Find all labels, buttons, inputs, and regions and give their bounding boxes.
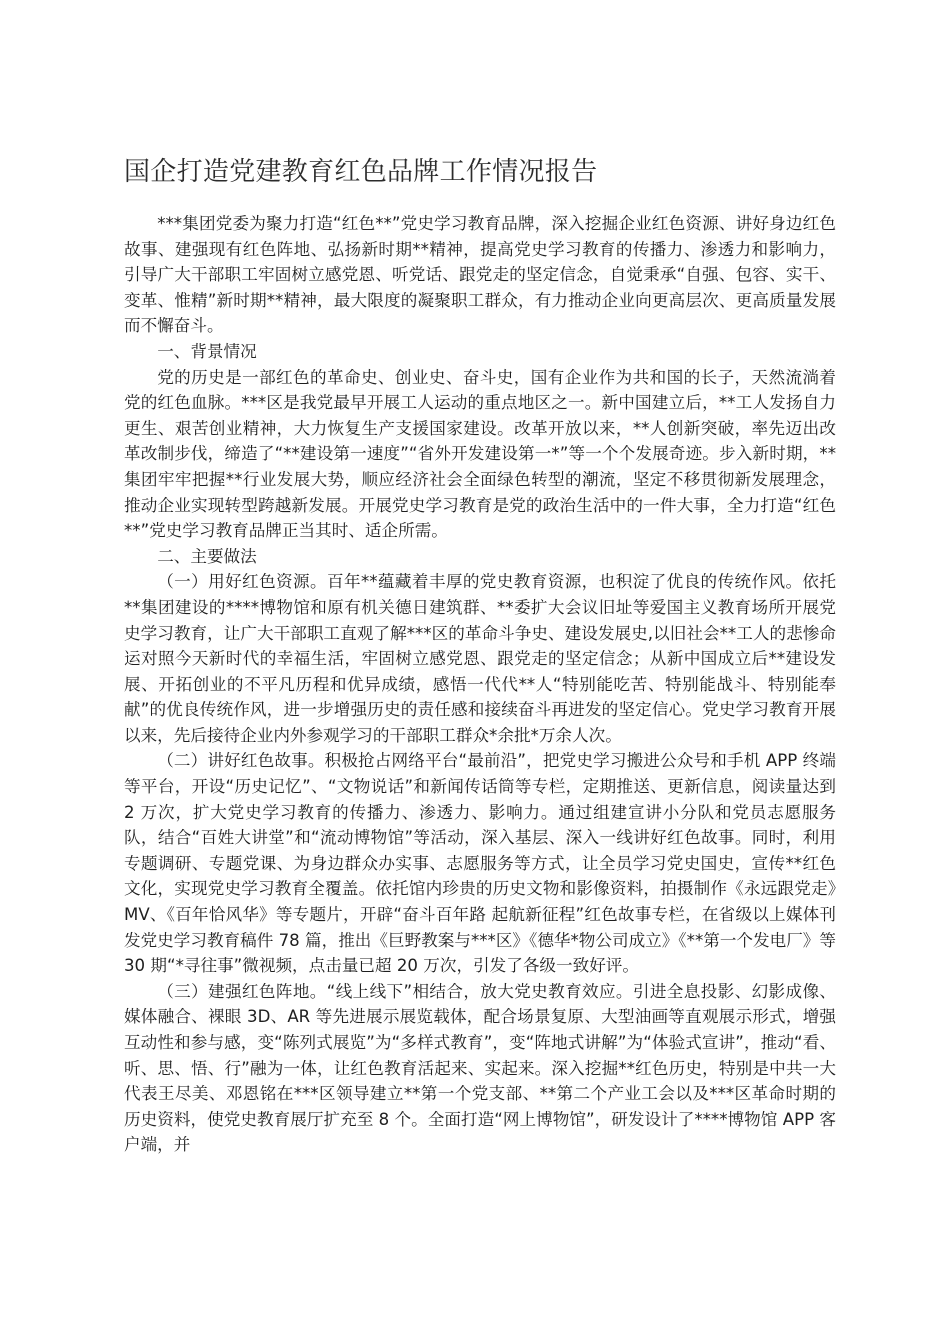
background-paragraph: 党的历史是一部红色的革命史、创业史、奋斗史，国有企业作为共和国的长子，天然流淌着党的红色血脉。***区是我党最早开展工人运动的重点地区之一。新中国建立后，**工人发扬自力更生、艰苦创业精神，大力恢复生产支援国家建设。改革开放以来，**人创新突破，率先迈出改革改制步伐，缔造了“**建设第一速度”“省外开发建设第一*”等一个个发展奇迹。步入新时期，**集团牢牢把握**行业发展大势，顺应经济社会全面绿色转型的潮流，坚定不移贯彻新发展理念，推动企业实现转型跨越新发展。开展党史学习教育是党的政治生活中的一件大事，全力打造“红色**”党史学习教育品牌正当其时、适企所需。 xyxy=(124,367,836,541)
document-title: 国企打造党建教育红色品牌工作情况报告 xyxy=(124,157,598,187)
section-heading-main-practices: 二、主要做法 xyxy=(157,546,257,566)
practice-paragraph-red-resources: （一）用好红色资源。百年**蕴藏着丰厚的党史教育资源，也积淀了优良的传统作风。依托**集团建设的****博物馆和原有机关德日建筑群、**委扩大会议旧址等爱国主义教育场所开展党史学习教育，让广大干部职工直观了解***区的革命斗争史、建设发展史,以旧社会**工人的悲惨命运对照今天新时代的幸福生活，牢固树立感党恩、跟党走的坚定信念；从新中国成立后**建设发展、开拓创业的不平凡历程和优异成绩，感悟一代代**人“特别能吃苦、特别能战斗、特别能奉献”的优良传统作风，进一步增强历史的责任感和接续奋斗再进发的坚定信心。党史学习教育开展以来，先后接待企业内外参观学习的干部职工群众*余批*万余人次。 xyxy=(124,572,836,745)
intro-paragraph: ***集团党委为聚力打造“红色**”党史学习教育品牌，深入挖掘企业红色资源、讲好身边红色故事、建强现有红色阵地、弘扬新时期**精神，提高党史学习教育的传播力、渗透力和影响力，引导广大干部职工牢固树立感党恩、听党话、跟党走的坚定信念，自觉秉承“自强、包容、实干、变革、惟精”新时期**精神，最大限度的凝聚职工群众，有力推动企业向更高层次、更高质量发展而不懈奋斗。 xyxy=(124,214,836,336)
practice-paragraph-red-stories: （二）讲好红色故事。积极抢占网络平台“最前沿”，把党史学习搬进公众号和手机 APP 终端等平台，开设“历史记忆”、“文物说话”和新闻传话筒等专栏，定期推送、更新信息，阅读量达到 2 万次，扩大党史学习教育的传播力、渗透力、影响力。通过组建宣讲小分队和党员志愿服务队，结合“百姓大讲堂”和“流动博物馆”等活动，深入基层、深入一线讲好红色故事。同时，利用专题调研、专题党课、为身边群众办实事、志愿服务等方式，让全员学习党史国史，宣传**红色文化，实现党史学习教育全覆盖。依托馆内珍贵的历史文物和影像资料，拍摄制作《永远跟党走》MV、《百年恰风华》等专题片，开辟“奋斗百年路 起航新征程”红色故事专栏，在省级以上媒体刊发党史学习教育稿件 78 篇，推出《巨野教案与***区》《德华*物公司成立》《**第一个发电厂》等 30 期“*寻往事”微视频，点击量已超 20 万次，引发了各级一致好评。 xyxy=(124,751,836,976)
section-heading-background: 一、背景情况 xyxy=(157,341,257,361)
document-body xyxy=(124,211,836,1158)
practice-paragraph-red-positions: （三）建强红色阵地。“线上线下”相结合，放大党史教育效应。引进全息投影、幻影成像、媒体融合、裸眼 3D、AR 等先进展示展览载体，配合场景复原、大型油画等直观展示形式，增强互动性和参与感，变“陈列式展览”为“多样式教育”，变“阵地式讲解”为“体验式宣讲”，推动“看、听、思、悟、行”融为一体，让红色教育活起来、实起来。深入挖掘**红色历史，特别是中共一大代表王尽美、邓恩铭在***区领导建立**第一个党支部、**第二个产业工会以及***区革命时期的历史资料，使党史教育展厅扩充至 8 个。全面打造“网上博物馆”，研发设计了****博物馆 APP 客户端，并 xyxy=(124,981,836,1155)
